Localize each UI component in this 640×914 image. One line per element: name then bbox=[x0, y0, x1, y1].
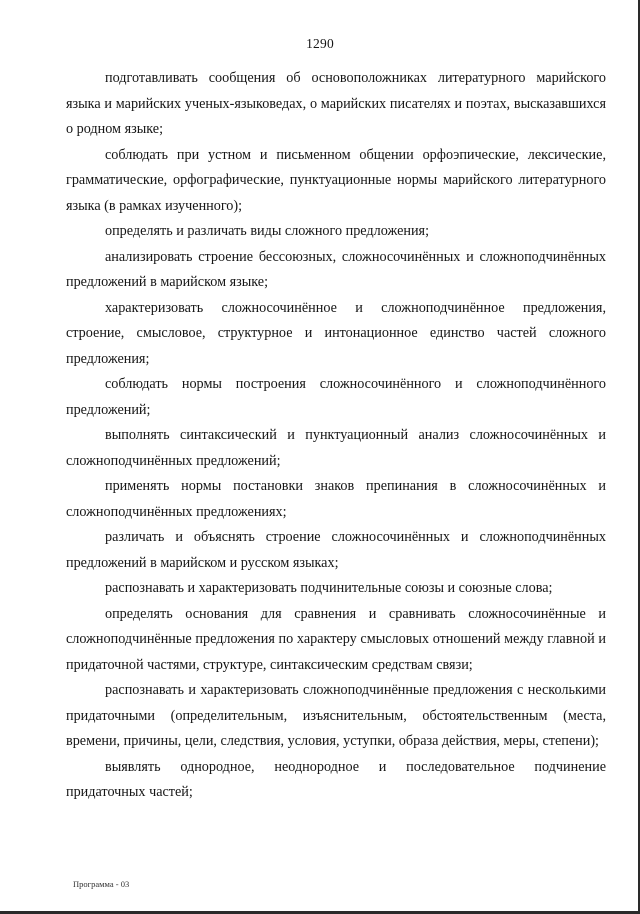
paragraph-10: распознавать и характеризовать подчинительные союзы и союзные слова; bbox=[105, 580, 553, 596]
paragraph-8: применять нормы постановки знаков препинания в сложносочинённых и сложноподчинённых предложениях; bbox=[66, 478, 606, 520]
paragraph-12: распознавать и характеризовать сложноподчинённые предложения с несколькими придаточными (определительным, изъяснительным, обстоятельственным (места, времени, причины, цели, следствия, условия, уступки, образа действия, меры, степени); bbox=[66, 682, 606, 749]
paragraph-3: определять и различать виды сложного предложения; bbox=[105, 223, 430, 239]
paragraph-7: выполнять синтаксический и пунктуационный анализ сложносочинённых и сложноподчинённых предложений; bbox=[66, 427, 606, 469]
page-footer: Программа - 03 bbox=[73, 879, 130, 889]
page-number: 1290 bbox=[306, 36, 334, 51]
paragraph-1: подготавливать сообщения об основоположниках литературного марийского языка и марийских ученых-языковедах, о марийских писателях и поэтах, высказавшихся о родном языке; bbox=[66, 70, 606, 137]
paragraph-9: различать и объяснять строение сложносочинённых и сложноподчинённых предложений в марийском и русском языках; bbox=[66, 529, 606, 571]
paragraph-5: характеризовать сложносочинённое и сложноподчинённое предложения, строение, смысловое, структурное и интонационное единство частей сложного предложения; bbox=[66, 299, 606, 367]
paragraph-2: соблюдать при устном и письменном общении орфоэпические, лексические, грамматические, орфографические, пунктуационные нормы марийского литературного языка (в рамках изученного); bbox=[66, 146, 606, 214]
paragraph-13: выявлять однородное, неоднородное и последовательное подчинение придаточных частей; bbox=[66, 758, 606, 800]
paragraph-11: определять основания для сравнения и сравнивать сложносочинённые и сложноподчинённые предложения по характеру смысловых отношений между главной и придаточной частями, структуре, синтаксическим средствам связи; bbox=[66, 605, 606, 673]
paragraph-6: соблюдать нормы построения сложносочинённого и сложноподчинённого предложений; bbox=[66, 376, 606, 418]
paragraph-4: анализировать строение бессоюзных, сложносочинённых и сложноподчинённых предложений в марийском языке; bbox=[66, 248, 606, 290]
body-text bbox=[66, 66, 606, 806]
